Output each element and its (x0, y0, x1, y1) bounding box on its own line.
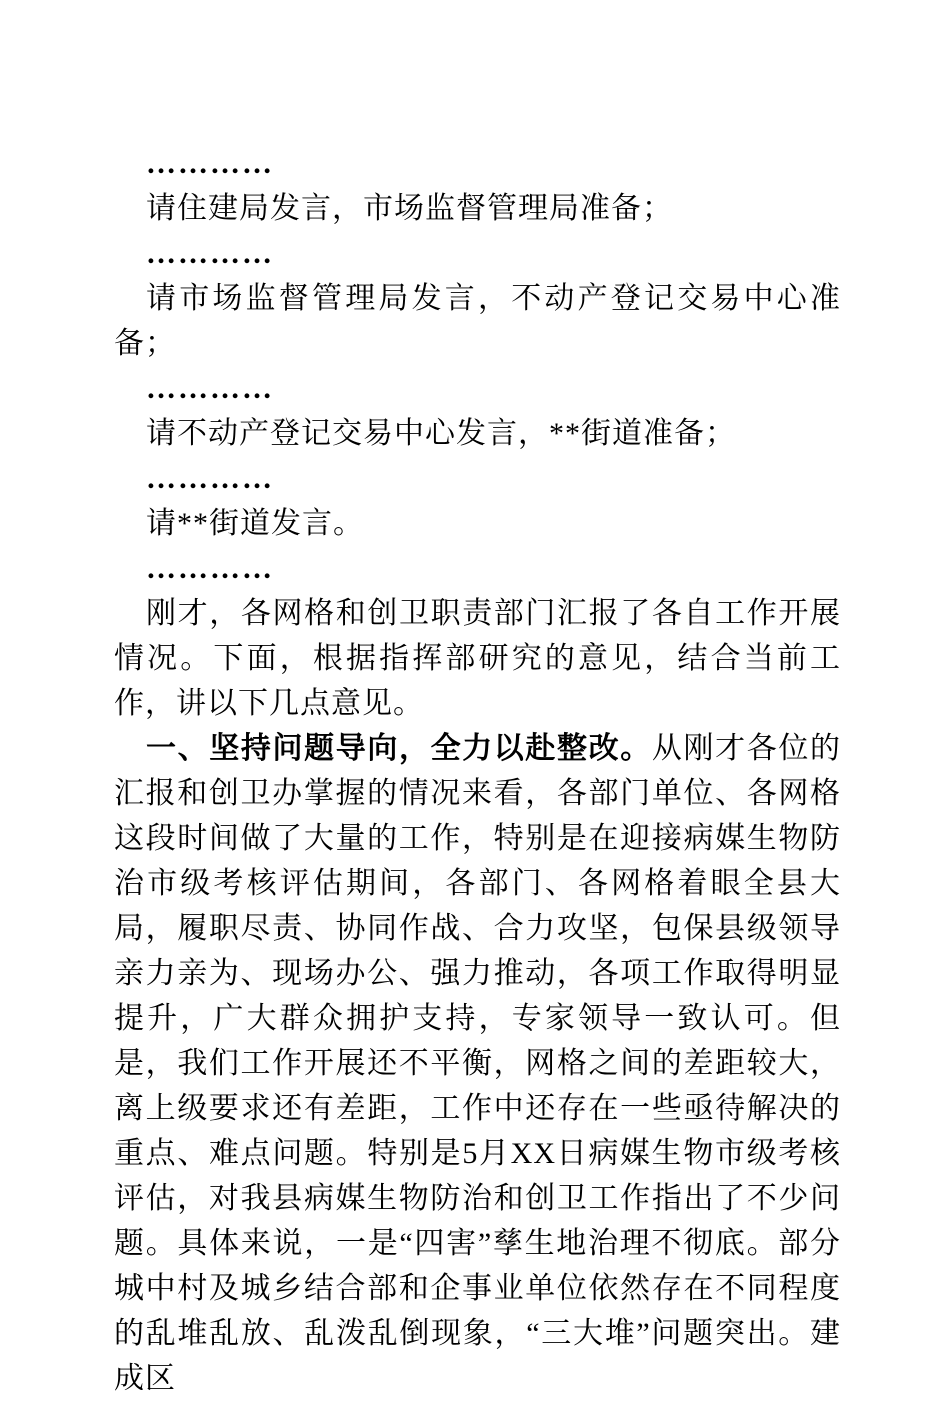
speech-cue-line-shichangjianguan: 请市场监督管理局发言，不动产登记交易中心准备； (114, 282, 841, 360)
section-1-heading: 一、坚持问题导向，全力以赴整改。 (146, 732, 652, 765)
ellipsis-line: ………… (146, 372, 274, 405)
ellipsis-line: ………… (146, 462, 274, 495)
transition-paragraph: 刚才，各网格和创卫职责部门汇报了各自工作开展情况。下面，根据指挥部研究的意见，结合当前工作，讲以下几点意见。 (114, 597, 841, 720)
ellipsis-line: ………… (146, 552, 274, 585)
section-1-paragraph (114, 726, 841, 1401)
ellipsis-line: ………… (146, 147, 274, 180)
speech-cue-line-zhujianju: 请住建局发言，市场监督管理局准备； (146, 192, 673, 225)
ellipsis-line: ………… (146, 237, 274, 270)
speech-cue-line-budongchan: 请不动产登记交易中心发言，**街道准备； (146, 417, 736, 450)
section-1-text: 从刚才各位的汇报和创卫办掌握的情况来看，各部门单位、各网格这段时间做了大量的工作，特别是在迎接病媒生物防治市级考核评估期间，各部门、各网格着眼全县大局，履职尽责、协同作战、合力攻坚，包保县级领导亲力亲为、现场办公、强力推动，各项工作取得明显提升，广大群众拥护支持，专家领导一致认可。但是，我们工作开展还不平衡，网格之间的差距较大，离上级要求还有差距，工作中还存在一些亟待解决的重点、难点问题。特别是5月XX日病媒生物市级考核评估，对我县病媒生物防治和创卫工作指出了不少问题。具体来说，一是“四害”孳生地治理不彻底。部分城中村及城乡结合部和企事业单位依然存在不同程度的乱堆乱放、乱泼乱倒现象，“三大堆”问题突出。建成区 (114, 732, 842, 1395)
speech-cue-line-jiedao: 请**街道发言。 (146, 507, 364, 540)
document-body (114, 141, 841, 1401)
